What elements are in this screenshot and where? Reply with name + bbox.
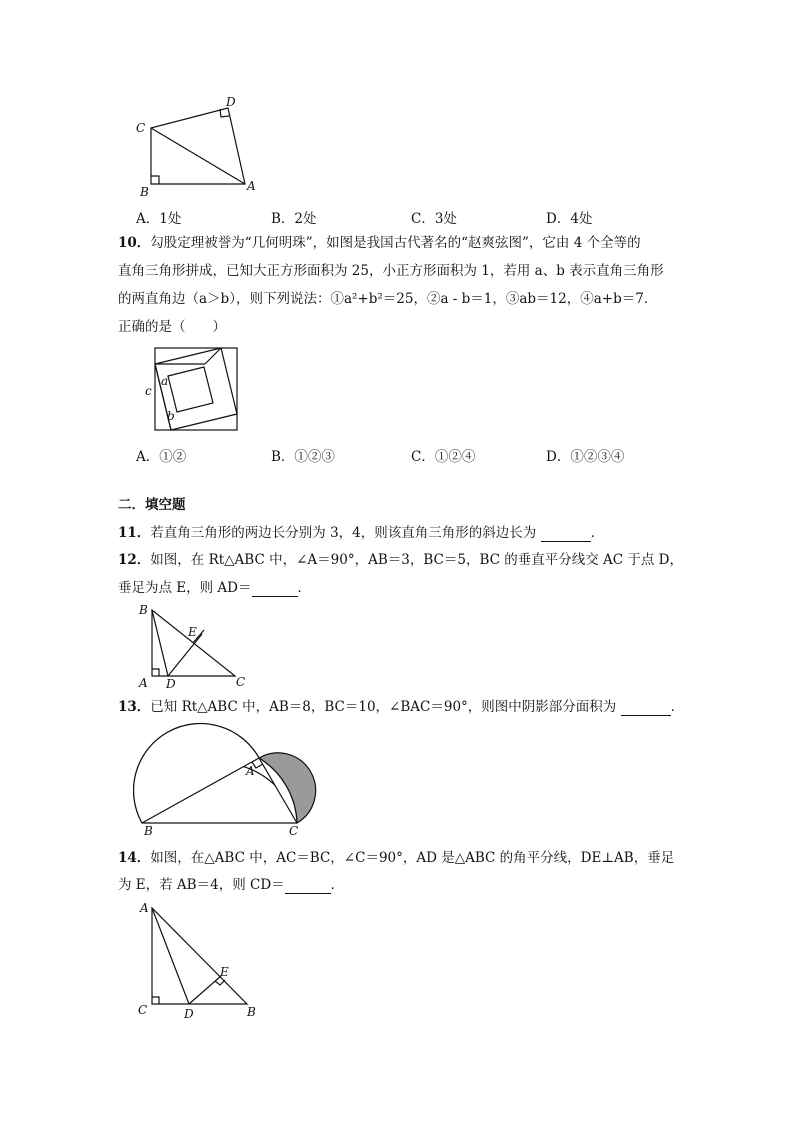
q11-number: 11． [118,525,151,541]
figure-q9-quadrilateral [130,92,270,200]
q10-line-4: 正确的是（ ） [118,319,226,335]
q10-option-d[interactable]: D．①②③④ [546,449,625,465]
q14-line-1 [118,849,674,867]
q12-answer-blank[interactable] [252,582,298,597]
q14-answer-blank[interactable] [285,879,331,894]
label-D: D [184,1007,194,1021]
q13-number: 13． [118,699,151,715]
label-D: D [166,677,176,691]
label-C: C [136,121,146,135]
q10-number: 10． [118,235,151,251]
figure-q13-semicircles [132,722,332,840]
q11-answer-blank[interactable] [541,527,591,542]
label-b: b [167,409,175,423]
figure-q12-triangle [132,600,256,692]
q12-line-2 [118,579,311,597]
q13-line [118,698,684,716]
q10-option-b[interactable]: B．①②③ [271,449,335,465]
q9-option-b[interactable]: B．2处 [271,211,317,227]
q14-text-1: 如图，在△ABC 中，AC＝BC，∠C＝90°，AD 是△ABC 的角平分线，DE⊥AB，垂足 [150,850,675,866]
q9-option-c[interactable]: C．3处 [411,211,457,227]
q14-number: 14． [118,850,151,866]
q11-text: 若直角三角形的两边长分别为 3，4，则该直角三角形的斜边长为 [150,525,537,541]
label-D: D [226,95,236,109]
q13-end: ． [670,699,685,715]
q14-text-2: 为 E，若 AB＝4，则 CD＝ [118,877,285,893]
q13-text: 已知 Rt△ABC 中，AB＝8，BC＝10，∠BAC＝90°，则图中阴影部分面积为 [150,699,617,715]
q13-answer-blank[interactable] [621,701,671,716]
label-A: A [246,764,255,778]
q10-option-a[interactable]: A．①② [136,449,187,465]
q11-end: ． [590,525,605,541]
label-B: B [247,1005,256,1019]
figure-q10-zhao-shuang [140,345,244,435]
label-c: c [145,384,152,398]
q12-line-1 [118,551,683,569]
q14-line-2 [118,876,344,894]
q9-option-d[interactable]: D．4处 [546,211,593,227]
q11-line [118,524,604,542]
label-B: B [139,603,148,617]
label-C: C [289,824,299,838]
section-title-fill-in: 二．填空题 [118,497,186,513]
q12-text-1: 如图，在 Rt△ABC 中，∠A＝90°，AB＝3，BC＝5，BC 的垂直平分线交 AC 于点 D， [150,552,684,568]
q10-line-1 [118,234,641,252]
q9-option-a[interactable]: A．1处 [136,211,182,227]
label-C: C [236,675,246,689]
q10-line-2: 直角三角形拼成，已知大正方形面积为 25，小正方形面积为 1，若用 a、b 表示直角三角形 [118,263,664,279]
q10-line-3: 的两直角边（a＞b），则下列说法：①a²+b²＝25，②a - b＝1，③ab＝12，④a+b＝7． [118,291,658,307]
q14-end: ． [330,877,345,893]
label-A: A [140,901,149,915]
q12-text-2: 垂足为点 E，则 AD＝ [118,580,252,596]
q12-end: ． [297,580,312,596]
label-A: A [247,179,256,193]
q10-text-1: 勾股定理被誉为“几何明珠”，如图是我国古代著名的“赵爽弦图”，它由 4 个全等的 [150,235,641,251]
label-a: a [161,374,169,388]
figure-q14-triangle [132,896,262,1026]
label-B: B [140,185,149,199]
label-B: B [144,824,153,838]
q10-option-c[interactable]: C．①②④ [411,449,476,465]
q12-number: 12． [118,552,151,568]
label-E: E [188,625,197,639]
label-C: C [138,1003,148,1017]
label-A: A [139,676,148,690]
label-E: E [220,965,229,979]
